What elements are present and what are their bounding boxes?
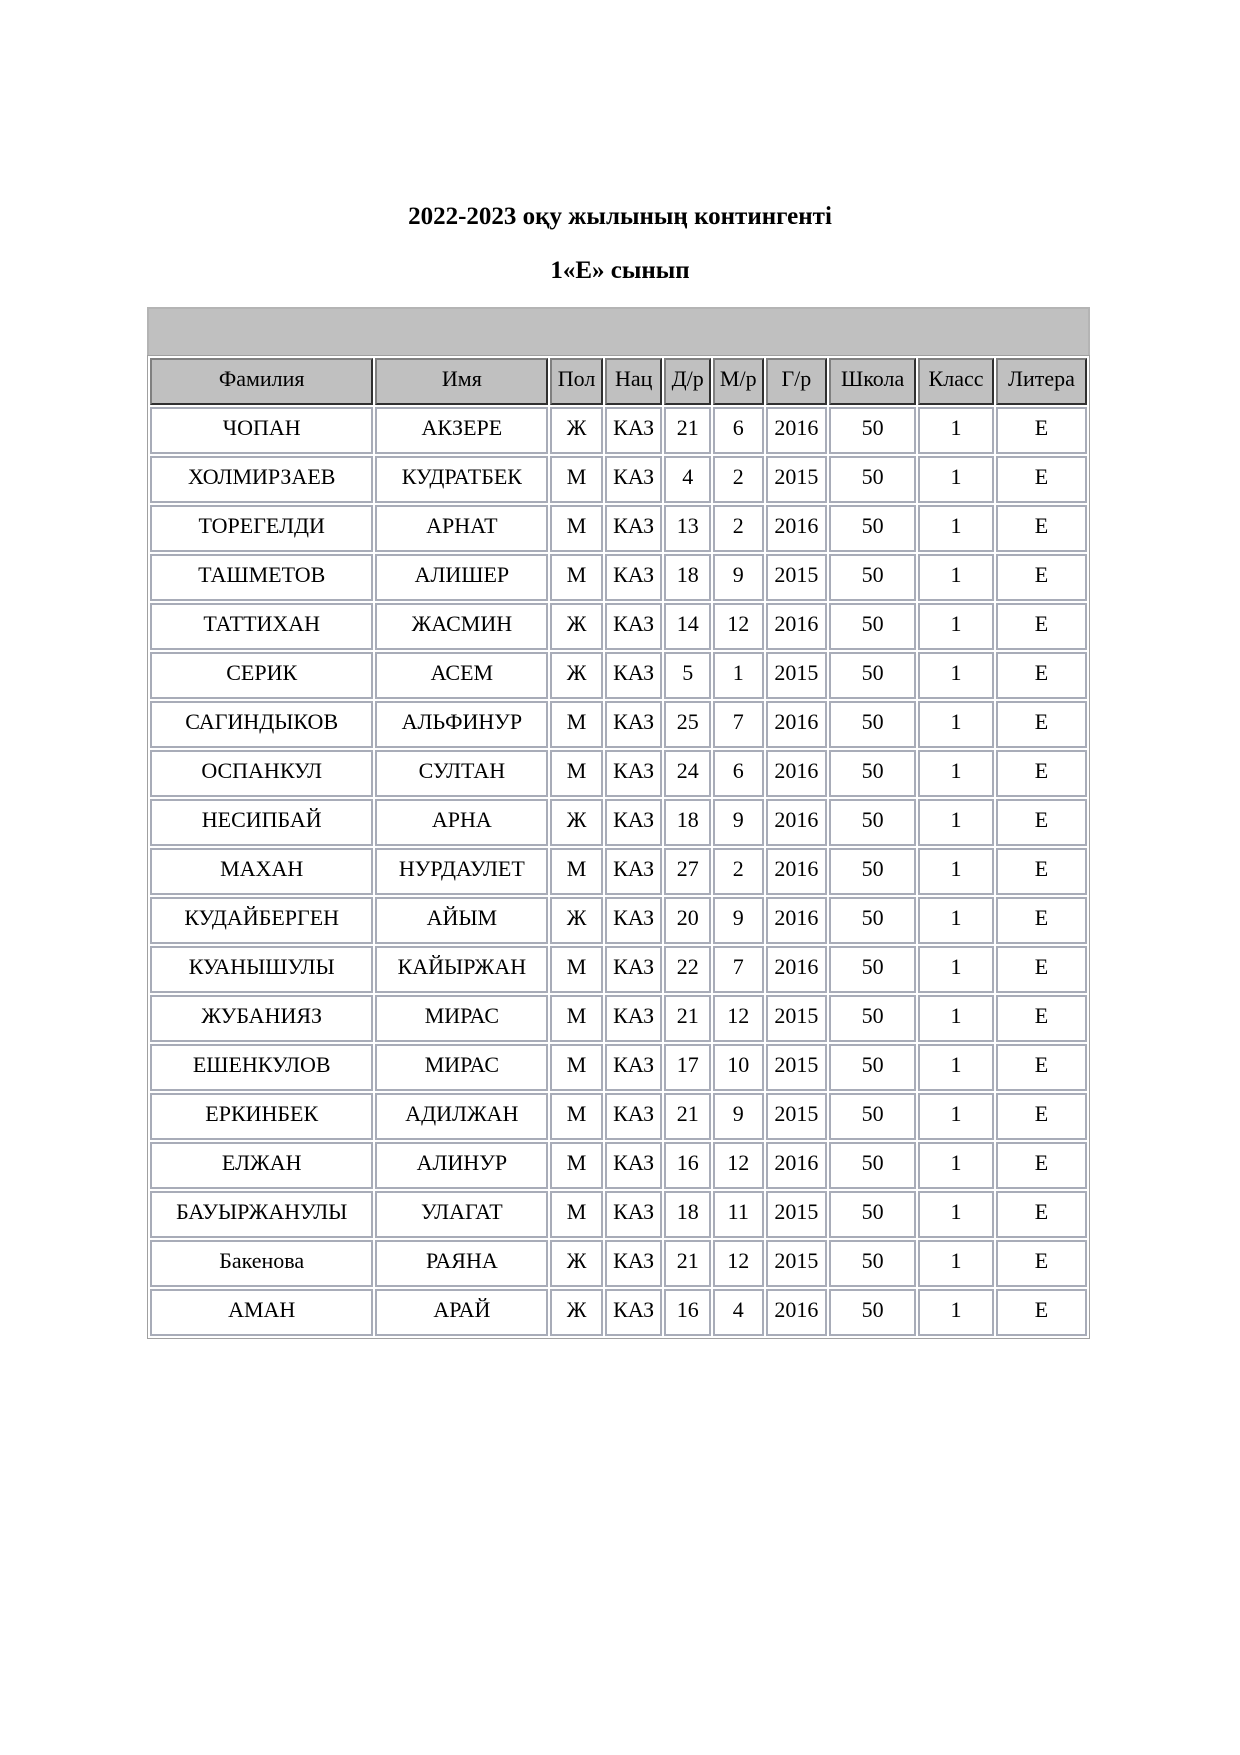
cell-birth-day: 18 bbox=[664, 1191, 711, 1238]
cell-school: 50 bbox=[829, 946, 916, 993]
table-row bbox=[150, 946, 1087, 993]
cell-letter: Е bbox=[996, 505, 1087, 552]
cell-grade: 1 bbox=[918, 1093, 994, 1140]
cell-grade: 1 bbox=[918, 652, 994, 699]
cell-birth-month: 7 bbox=[713, 701, 764, 748]
cell-name: АСЕМ bbox=[375, 652, 548, 699]
cell-birth-day: 14 bbox=[664, 603, 711, 650]
cell-birth-month: 12 bbox=[713, 1142, 764, 1189]
cell-school: 50 bbox=[829, 456, 916, 503]
cell-birth-month: 6 bbox=[713, 407, 764, 454]
cell-gender: Ж bbox=[550, 897, 603, 944]
cell-name: АДИЛЖАН bbox=[375, 1093, 548, 1140]
cell-gender: М bbox=[550, 1191, 603, 1238]
cell-birth-day: 24 bbox=[664, 750, 711, 797]
cell-nationality: КАЗ bbox=[605, 995, 663, 1042]
cell-nationality: КАЗ bbox=[605, 750, 663, 797]
cell-grade: 1 bbox=[918, 1289, 994, 1336]
cell-birth-month: 7 bbox=[713, 946, 764, 993]
cell-nationality: КАЗ bbox=[605, 1240, 663, 1287]
cell-nationality: КАЗ bbox=[605, 554, 663, 601]
table-row bbox=[150, 554, 1087, 601]
cell-gender: Ж bbox=[550, 603, 603, 650]
cell-nationality: КАЗ bbox=[605, 1142, 663, 1189]
cell-birth-day: 21 bbox=[664, 995, 711, 1042]
cell-birth-year: 2015 bbox=[766, 1093, 828, 1140]
cell-name: МИРАС bbox=[375, 1044, 548, 1091]
cell-surname: ХОЛМИРЗАЕВ bbox=[150, 456, 373, 503]
cell-grade: 1 bbox=[918, 554, 994, 601]
column-header-surname: Фамилия bbox=[150, 358, 373, 405]
cell-surname: АМАН bbox=[150, 1289, 373, 1336]
cell-birth-year: 2016 bbox=[766, 1289, 828, 1336]
cell-birth-month: 9 bbox=[713, 897, 764, 944]
cell-gender: М bbox=[550, 848, 603, 895]
table-row bbox=[150, 456, 1087, 503]
cell-name: АЙЫМ bbox=[375, 897, 548, 944]
cell-name: КАЙЫРЖАН bbox=[375, 946, 548, 993]
cell-school: 50 bbox=[829, 995, 916, 1042]
cell-surname: ЧОПАН bbox=[150, 407, 373, 454]
cell-school: 50 bbox=[829, 652, 916, 699]
cell-surname: МАХАН bbox=[150, 848, 373, 895]
table-row bbox=[150, 701, 1087, 748]
cell-birth-month: 9 bbox=[713, 1093, 764, 1140]
cell-birth-year: 2015 bbox=[766, 554, 828, 601]
cell-grade: 1 bbox=[918, 897, 994, 944]
cell-name: СУЛТАН bbox=[375, 750, 548, 797]
column-header-birth-year: Г/р bbox=[766, 358, 828, 405]
cell-birth-month: 9 bbox=[713, 554, 764, 601]
cell-nationality: КАЗ bbox=[605, 407, 663, 454]
cell-school: 50 bbox=[829, 897, 916, 944]
table-row bbox=[150, 505, 1087, 552]
cell-birth-day: 16 bbox=[664, 1289, 711, 1336]
cell-name: АЛЬФИНУР bbox=[375, 701, 548, 748]
cell-birth-day: 18 bbox=[664, 554, 711, 601]
cell-surname: ТАТТИХАН bbox=[150, 603, 373, 650]
cell-nationality: КАЗ bbox=[605, 652, 663, 699]
cell-surname: САГИНДЫКОВ bbox=[150, 701, 373, 748]
cell-grade: 1 bbox=[918, 1240, 994, 1287]
cell-nationality: КАЗ bbox=[605, 1044, 663, 1091]
contingent-table-container bbox=[147, 307, 1090, 1339]
table-row bbox=[150, 995, 1087, 1042]
table-row bbox=[150, 799, 1087, 846]
cell-name: РАЯНА bbox=[375, 1240, 548, 1287]
cell-grade: 1 bbox=[918, 1191, 994, 1238]
cell-birth-day: 21 bbox=[664, 1240, 711, 1287]
cell-name: КУДРАТБЕК bbox=[375, 456, 548, 503]
cell-birth-month: 12 bbox=[713, 603, 764, 650]
cell-name: НУРДАУЛЕТ bbox=[375, 848, 548, 895]
cell-letter: Е bbox=[996, 946, 1087, 993]
cell-surname: ЕЛЖАН bbox=[150, 1142, 373, 1189]
cell-surname: БАУЫРЖАНУЛЫ bbox=[150, 1191, 373, 1238]
cell-letter: Е bbox=[996, 750, 1087, 797]
cell-gender: Ж bbox=[550, 1289, 603, 1336]
cell-birth-day: 20 bbox=[664, 897, 711, 944]
cell-nationality: КАЗ bbox=[605, 897, 663, 944]
table-row bbox=[150, 1240, 1087, 1287]
cell-nationality: КАЗ bbox=[605, 1093, 663, 1140]
cell-birth-month: 4 bbox=[713, 1289, 764, 1336]
cell-birth-year: 2016 bbox=[766, 750, 828, 797]
cell-gender: Ж bbox=[550, 652, 603, 699]
contingent-table bbox=[147, 355, 1090, 1339]
cell-birth-day: 4 bbox=[664, 456, 711, 503]
table-row bbox=[150, 1044, 1087, 1091]
cell-gender: М bbox=[550, 750, 603, 797]
cell-birth-year: 2015 bbox=[766, 1191, 828, 1238]
cell-gender: М bbox=[550, 1142, 603, 1189]
cell-letter: Е bbox=[996, 995, 1087, 1042]
cell-surname: ЕШЕНКУЛОВ bbox=[150, 1044, 373, 1091]
cell-birth-day: 21 bbox=[664, 407, 711, 454]
column-header-school: Школа bbox=[829, 358, 916, 405]
cell-name: МИРАС bbox=[375, 995, 548, 1042]
cell-birth-year: 2015 bbox=[766, 456, 828, 503]
cell-grade: 1 bbox=[918, 701, 994, 748]
cell-name: АЛИШЕР bbox=[375, 554, 548, 601]
table-row bbox=[150, 1142, 1087, 1189]
cell-grade: 1 bbox=[918, 1044, 994, 1091]
cell-letter: Е bbox=[996, 456, 1087, 503]
cell-grade: 1 bbox=[918, 1142, 994, 1189]
table-header-row bbox=[150, 358, 1087, 405]
cell-gender: Ж bbox=[550, 799, 603, 846]
table-row bbox=[150, 897, 1087, 944]
cell-gender: М bbox=[550, 995, 603, 1042]
cell-birth-year: 2016 bbox=[766, 701, 828, 748]
cell-surname: СЕРИК bbox=[150, 652, 373, 699]
cell-surname: ЕРКИНБЕК bbox=[150, 1093, 373, 1140]
page-title: 2022-2023 оқу жылының контингенті bbox=[408, 203, 832, 230]
cell-surname: ЖУБАНИЯЗ bbox=[150, 995, 373, 1042]
cell-grade: 1 bbox=[918, 995, 994, 1042]
cell-letter: Е bbox=[996, 1289, 1087, 1336]
column-header-birth-month: М/р bbox=[713, 358, 764, 405]
table-row bbox=[150, 750, 1087, 797]
class-subtitle: 1«Е» сынып bbox=[550, 257, 690, 284]
cell-letter: Е bbox=[996, 1044, 1087, 1091]
cell-birth-day: 18 bbox=[664, 799, 711, 846]
cell-grade: 1 bbox=[918, 603, 994, 650]
cell-school: 50 bbox=[829, 1191, 916, 1238]
cell-birth-month: 12 bbox=[713, 1240, 764, 1287]
cell-grade: 1 bbox=[918, 946, 994, 993]
table-row bbox=[150, 1289, 1087, 1336]
cell-school: 50 bbox=[829, 407, 916, 454]
cell-birth-year: 2016 bbox=[766, 897, 828, 944]
cell-letter: Е bbox=[996, 897, 1087, 944]
table-row bbox=[150, 652, 1087, 699]
cell-birth-year: 2015 bbox=[766, 652, 828, 699]
cell-birth-day: 22 bbox=[664, 946, 711, 993]
cell-school: 50 bbox=[829, 750, 916, 797]
cell-school: 50 bbox=[829, 799, 916, 846]
cell-nationality: КАЗ bbox=[605, 799, 663, 846]
column-header-gender: Пол bbox=[550, 358, 603, 405]
cell-surname: ТАШМЕТОВ bbox=[150, 554, 373, 601]
cell-letter: Е bbox=[996, 1142, 1087, 1189]
cell-gender: М bbox=[550, 456, 603, 503]
cell-nationality: КАЗ bbox=[605, 505, 663, 552]
cell-birth-day: 21 bbox=[664, 1093, 711, 1140]
cell-name: АКЗЕРЕ bbox=[375, 407, 548, 454]
cell-letter: Е bbox=[996, 554, 1087, 601]
cell-nationality: КАЗ bbox=[605, 1289, 663, 1336]
cell-birth-month: 9 bbox=[713, 799, 764, 846]
cell-birth-year: 2015 bbox=[766, 1044, 828, 1091]
cell-gender: Ж bbox=[550, 1240, 603, 1287]
cell-nationality: КАЗ bbox=[605, 1191, 663, 1238]
cell-birth-day: 16 bbox=[664, 1142, 711, 1189]
table-caption-band bbox=[147, 307, 1090, 357]
cell-school: 50 bbox=[829, 1240, 916, 1287]
cell-letter: Е bbox=[996, 848, 1087, 895]
cell-letter: Е bbox=[996, 603, 1087, 650]
cell-birth-month: 6 bbox=[713, 750, 764, 797]
cell-grade: 1 bbox=[918, 456, 994, 503]
cell-birth-year: 2015 bbox=[766, 995, 828, 1042]
cell-name: АРНАТ bbox=[375, 505, 548, 552]
cell-school: 50 bbox=[829, 1142, 916, 1189]
cell-school: 50 bbox=[829, 701, 916, 748]
cell-surname: ТОРЕГЕЛДИ bbox=[150, 505, 373, 552]
cell-gender: М bbox=[550, 701, 603, 748]
table-body bbox=[150, 407, 1087, 1336]
cell-birth-year: 2015 bbox=[766, 1240, 828, 1287]
cell-nationality: КАЗ bbox=[605, 603, 663, 650]
column-header-grade: Класс bbox=[918, 358, 994, 405]
cell-birth-month: 12 bbox=[713, 995, 764, 1042]
cell-surname: КУДАЙБЕРГЕН bbox=[150, 897, 373, 944]
cell-birth-month: 10 bbox=[713, 1044, 764, 1091]
cell-birth-year: 2016 bbox=[766, 407, 828, 454]
cell-surname: ОСПАНКУЛ bbox=[150, 750, 373, 797]
table-row bbox=[150, 1191, 1087, 1238]
column-header-nationality: Нац bbox=[605, 358, 663, 405]
cell-letter: Е bbox=[996, 701, 1087, 748]
cell-birth-year: 2016 bbox=[766, 799, 828, 846]
cell-birth-day: 13 bbox=[664, 505, 711, 552]
column-header-letter: Литера bbox=[996, 358, 1087, 405]
cell-gender: М bbox=[550, 1044, 603, 1091]
cell-birth-month: 2 bbox=[713, 505, 764, 552]
cell-letter: Е bbox=[996, 1093, 1087, 1140]
cell-surname: НЕСИПБАЙ bbox=[150, 799, 373, 846]
cell-school: 50 bbox=[829, 848, 916, 895]
cell-surname: Бакенова bbox=[150, 1240, 373, 1287]
cell-grade: 1 bbox=[918, 848, 994, 895]
cell-letter: Е bbox=[996, 652, 1087, 699]
cell-birth-year: 2016 bbox=[766, 505, 828, 552]
cell-name: ЖАСМИН bbox=[375, 603, 548, 650]
cell-letter: Е bbox=[996, 1191, 1087, 1238]
cell-surname: КУАНЫШУЛЫ bbox=[150, 946, 373, 993]
cell-school: 50 bbox=[829, 1093, 916, 1140]
cell-gender: М bbox=[550, 1093, 603, 1140]
cell-birth-year: 2016 bbox=[766, 1142, 828, 1189]
cell-grade: 1 bbox=[918, 407, 994, 454]
cell-birth-month: 2 bbox=[713, 848, 764, 895]
cell-school: 50 bbox=[829, 1289, 916, 1336]
cell-name: АЛИНУР bbox=[375, 1142, 548, 1189]
cell-birth-day: 25 bbox=[664, 701, 711, 748]
cell-birth-year: 2016 bbox=[766, 848, 828, 895]
cell-school: 50 bbox=[829, 505, 916, 552]
cell-name: АРАЙ bbox=[375, 1289, 548, 1336]
cell-name: УЛАГАТ bbox=[375, 1191, 548, 1238]
cell-letter: Е bbox=[996, 407, 1087, 454]
cell-name: АРНА bbox=[375, 799, 548, 846]
cell-letter: Е bbox=[996, 799, 1087, 846]
cell-birth-day: 5 bbox=[664, 652, 711, 699]
cell-birth-day: 17 bbox=[664, 1044, 711, 1091]
cell-gender: М bbox=[550, 946, 603, 993]
cell-birth-year: 2016 bbox=[766, 603, 828, 650]
cell-school: 50 bbox=[829, 554, 916, 601]
cell-letter: Е bbox=[996, 1240, 1087, 1287]
cell-gender: Ж bbox=[550, 407, 603, 454]
cell-nationality: КАЗ bbox=[605, 701, 663, 748]
cell-nationality: КАЗ bbox=[605, 456, 663, 503]
table-row bbox=[150, 848, 1087, 895]
table-row bbox=[150, 603, 1087, 650]
table-row bbox=[150, 407, 1087, 454]
cell-birth-month: 11 bbox=[713, 1191, 764, 1238]
cell-nationality: КАЗ bbox=[605, 848, 663, 895]
cell-gender: М bbox=[550, 554, 603, 601]
cell-nationality: КАЗ bbox=[605, 946, 663, 993]
column-header-birth-day: Д/р bbox=[664, 358, 711, 405]
cell-gender: М bbox=[550, 505, 603, 552]
cell-birth-month: 2 bbox=[713, 456, 764, 503]
cell-school: 50 bbox=[829, 603, 916, 650]
column-header-name: Имя bbox=[375, 358, 548, 405]
cell-birth-year: 2016 bbox=[766, 946, 828, 993]
cell-birth-day: 27 bbox=[664, 848, 711, 895]
cell-school: 50 bbox=[829, 1044, 916, 1091]
cell-birth-month: 1 bbox=[713, 652, 764, 699]
cell-grade: 1 bbox=[918, 799, 994, 846]
cell-grade: 1 bbox=[918, 750, 994, 797]
cell-grade: 1 bbox=[918, 505, 994, 552]
table-row bbox=[150, 1093, 1087, 1140]
